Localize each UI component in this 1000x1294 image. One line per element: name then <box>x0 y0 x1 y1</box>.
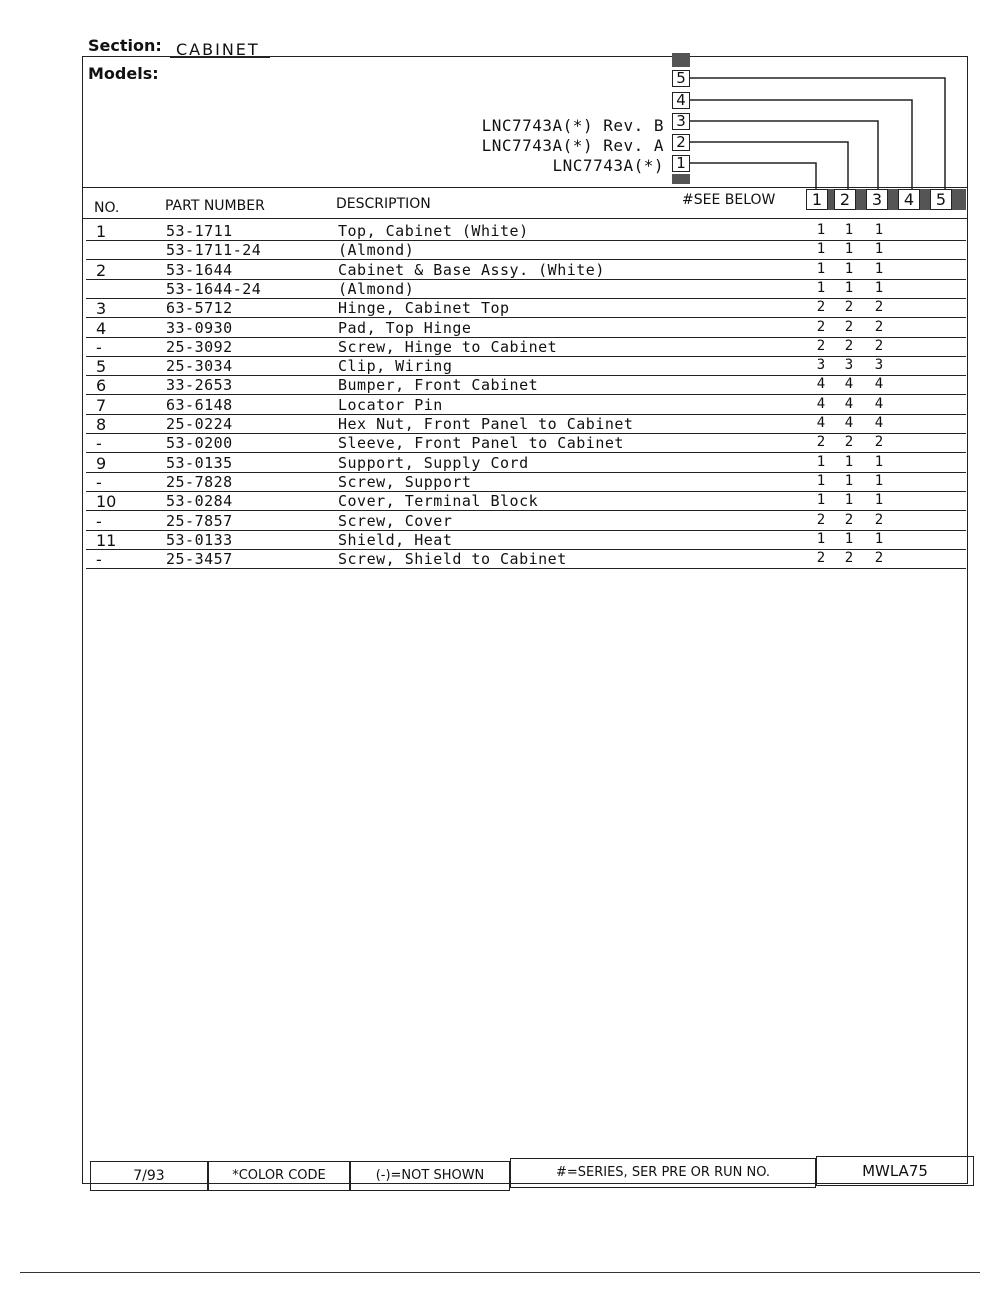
col-header-no: NO. <box>94 200 120 216</box>
model-col-divider <box>952 189 966 210</box>
quantity-model-2: 2 <box>844 337 854 354</box>
col-header-part-number: PART NUMBER <box>165 198 265 214</box>
part-number: 53-1644-24 <box>166 279 262 298</box>
quantity-model-1: 4 <box>816 395 826 412</box>
item-number: 10 <box>96 492 117 512</box>
item-number: 9 <box>96 453 107 473</box>
quantity-model-2: 3 <box>844 357 854 374</box>
part-description: Screw, Shield to Cabinet <box>338 550 567 569</box>
quantity-model-1: 2 <box>816 511 826 528</box>
quantity-model-3: 2 <box>874 299 884 316</box>
quantity-model-1: 2 <box>816 337 826 354</box>
quantity-model-1: 2 <box>816 318 826 335</box>
model-number-box: 3 <box>672 113 690 130</box>
part-description: Pad, Top Hinge <box>338 318 472 337</box>
quantity-model-2: 1 <box>844 279 854 296</box>
item-number: - <box>96 511 102 531</box>
model-number-box: 2 <box>672 134 690 151</box>
quantity-model-3: 2 <box>874 318 884 335</box>
quantity-model-3: 1 <box>874 530 884 547</box>
table-row <box>86 415 966 434</box>
item-number: 7 <box>96 395 107 415</box>
quantity-model-3: 1 <box>874 472 884 489</box>
model-col-2: 2 <box>834 189 856 210</box>
table-row <box>86 396 966 415</box>
quantity-model-3: 3 <box>874 357 884 374</box>
table-row <box>86 454 966 473</box>
item-number: 8 <box>96 415 107 434</box>
part-description: Locator Pin <box>338 395 443 414</box>
connector-2 <box>690 142 848 190</box>
part-description: Bumper, Front Cabinet <box>338 376 539 395</box>
model-col-1: 1 <box>806 189 828 210</box>
quantity-model-2: 1 <box>844 492 854 509</box>
quantity-model-2: 1 <box>844 222 854 238</box>
connector-1 <box>690 163 816 190</box>
quantity-model-1: 1 <box>816 530 826 547</box>
part-description: Sleeve, Front Panel to Cabinet <box>338 434 624 453</box>
quantity-model-2: 1 <box>844 260 854 277</box>
table-row <box>86 261 966 280</box>
part-number: 33-0930 <box>166 318 233 337</box>
part-description: Screw, Cover <box>338 511 453 530</box>
part-number: 25-0224 <box>166 415 233 433</box>
part-description: Screw, Hinge to Cabinet <box>338 337 558 356</box>
quantity-model-2: 4 <box>844 395 854 412</box>
part-number: 25-3034 <box>166 357 233 376</box>
item-number: 11 <box>96 530 117 550</box>
footer-date: 7/93 <box>90 1161 208 1191</box>
part-description: Cabinet & Base Assy. (White) <box>338 260 605 279</box>
model-number-box: 4 <box>672 92 690 109</box>
item-number: - <box>96 472 102 492</box>
table-row <box>86 357 966 376</box>
quantity-model-2: 2 <box>844 550 854 567</box>
footer-color-code: *COLOR CODE <box>208 1161 350 1191</box>
quantity-model-1: 2 <box>816 550 826 567</box>
header-top-rule <box>82 187 968 188</box>
table-row <box>86 299 966 318</box>
table-row <box>86 473 966 492</box>
table-row <box>86 319 966 338</box>
section-value: CABINET <box>176 40 260 59</box>
quantity-model-1: 1 <box>816 241 826 258</box>
table-row <box>86 550 966 569</box>
part-description: Cover, Terminal Block <box>338 492 539 511</box>
quantity-model-1: 4 <box>816 376 826 393</box>
item-number: 3 <box>96 299 107 319</box>
connector-5 <box>690 78 945 190</box>
part-number: 53-1711-24 <box>166 241 262 260</box>
quantity-model-2: 1 <box>844 241 854 258</box>
quantity-model-3: 4 <box>874 376 884 393</box>
quantity-model-3: 1 <box>874 279 884 296</box>
item-number: 2 <box>96 260 107 280</box>
footer-doc-id: MWLA75 <box>816 1156 974 1186</box>
quantity-model-3: 1 <box>874 260 884 277</box>
model-col-5: 5 <box>930 189 952 210</box>
quantity-model-3: 2 <box>874 511 884 528</box>
part-description: Support, Supply Cord <box>338 453 529 472</box>
part-number: 53-0135 <box>166 453 233 472</box>
quantity-model-2: 2 <box>844 299 854 316</box>
quantity-model-2: 4 <box>844 376 854 393</box>
model-number-box: 1 <box>672 155 690 172</box>
model-connector-lines <box>690 60 970 192</box>
quantity-model-1: 4 <box>816 415 826 431</box>
table-row <box>86 434 966 453</box>
part-description: Hex Nut, Front Panel to Cabinet <box>338 415 634 433</box>
model-col-divider <box>920 189 930 210</box>
quantity-model-2: 2 <box>844 511 854 528</box>
item-number: - <box>96 337 102 357</box>
quantity-model-2: 1 <box>844 453 854 470</box>
part-description: Hinge, Cabinet Top <box>338 299 510 318</box>
part-number: 53-0200 <box>166 434 233 453</box>
table-row <box>86 512 966 531</box>
quantity-model-3: 1 <box>874 241 884 258</box>
part-number: 53-1711 <box>166 222 233 240</box>
item-number: 1 <box>96 222 107 241</box>
quantity-model-1: 1 <box>816 453 826 470</box>
table-row <box>86 280 966 299</box>
quantity-model-3: 4 <box>874 415 884 431</box>
quantity-model-1: 2 <box>816 434 826 451</box>
quantity-model-2: 2 <box>844 434 854 451</box>
page-bottom-rule <box>20 1272 980 1273</box>
part-description: Clip, Wiring <box>338 357 453 376</box>
footer-series-note: #=SERIES, SER PRE OR RUN NO. <box>510 1158 816 1188</box>
part-number: 25-3457 <box>166 550 233 569</box>
col-header-description: DESCRIPTION <box>336 196 431 212</box>
quantity-model-2: 4 <box>844 415 854 431</box>
quantity-model-1: 1 <box>816 472 826 489</box>
item-number: 5 <box>96 357 107 377</box>
part-number: 53-0284 <box>166 492 233 511</box>
models-label: Models: <box>88 64 159 83</box>
quantity-model-1: 1 <box>816 260 826 277</box>
model-shade-bottom <box>672 174 690 184</box>
item-number: 6 <box>96 376 107 396</box>
part-number: 53-0133 <box>166 530 233 549</box>
models-block <box>300 70 664 180</box>
table-row <box>86 376 966 395</box>
section-label: Section: <box>88 36 162 55</box>
header-bottom-rule <box>82 218 968 219</box>
quantity-model-1: 3 <box>816 357 826 374</box>
model-col-divider <box>856 189 866 210</box>
quantity-model-3: 1 <box>874 492 884 509</box>
footer-not-shown: (-)=NOT SHOWN <box>350 1161 510 1191</box>
part-number: 25-7828 <box>166 472 233 491</box>
part-description: Top, Cabinet (White) <box>338 222 529 240</box>
table-row <box>86 241 966 260</box>
quantity-model-3: 2 <box>874 337 884 354</box>
col-header-see-below: #SEE BELOW <box>682 192 776 208</box>
table-row <box>86 492 966 511</box>
part-number: 63-6148 <box>166 395 233 414</box>
part-number: 53-1644 <box>166 260 233 279</box>
part-description: Screw, Support <box>338 472 472 491</box>
quantity-model-2: 1 <box>844 530 854 547</box>
quantity-model-3: 4 <box>874 395 884 412</box>
model-name: LNC7743A(*) <box>552 156 664 175</box>
quantity-model-1: 1 <box>816 492 826 509</box>
part-description: Shield, Heat <box>338 530 453 549</box>
quantity-model-3: 2 <box>874 434 884 451</box>
part-number: 25-7857 <box>166 511 233 530</box>
item-number: 4 <box>96 318 107 338</box>
item-number: - <box>96 550 102 570</box>
model-name: LNC7743A(*) Rev. B <box>481 116 664 135</box>
quantity-model-1: 1 <box>816 222 826 238</box>
table-row <box>86 222 966 241</box>
quantity-model-2: 2 <box>844 318 854 335</box>
quantity-model-3: 2 <box>874 550 884 567</box>
model-number-box: 5 <box>672 70 690 87</box>
part-description: (Almond) <box>338 241 415 260</box>
model-shade-top <box>672 53 690 67</box>
part-number: 25-3092 <box>166 337 233 356</box>
item-number: - <box>96 434 102 454</box>
model-name: LNC7743A(*) Rev. A <box>481 136 664 155</box>
quantity-model-3: 1 <box>874 453 884 470</box>
model-col-3: 3 <box>866 189 888 210</box>
part-description: (Almond) <box>338 279 415 298</box>
connector-3 <box>690 121 878 190</box>
part-number: 33-2653 <box>166 376 233 395</box>
quantity-model-1: 1 <box>816 279 826 296</box>
footer-bar <box>88 1156 974 1186</box>
quantity-model-3: 1 <box>874 222 884 238</box>
table-row <box>86 531 966 550</box>
part-number: 63-5712 <box>166 299 233 318</box>
model-col-4: 4 <box>898 189 920 210</box>
table-row <box>86 338 966 357</box>
quantity-model-2: 1 <box>844 472 854 489</box>
quantity-model-1: 2 <box>816 299 826 316</box>
model-col-divider <box>888 189 898 210</box>
